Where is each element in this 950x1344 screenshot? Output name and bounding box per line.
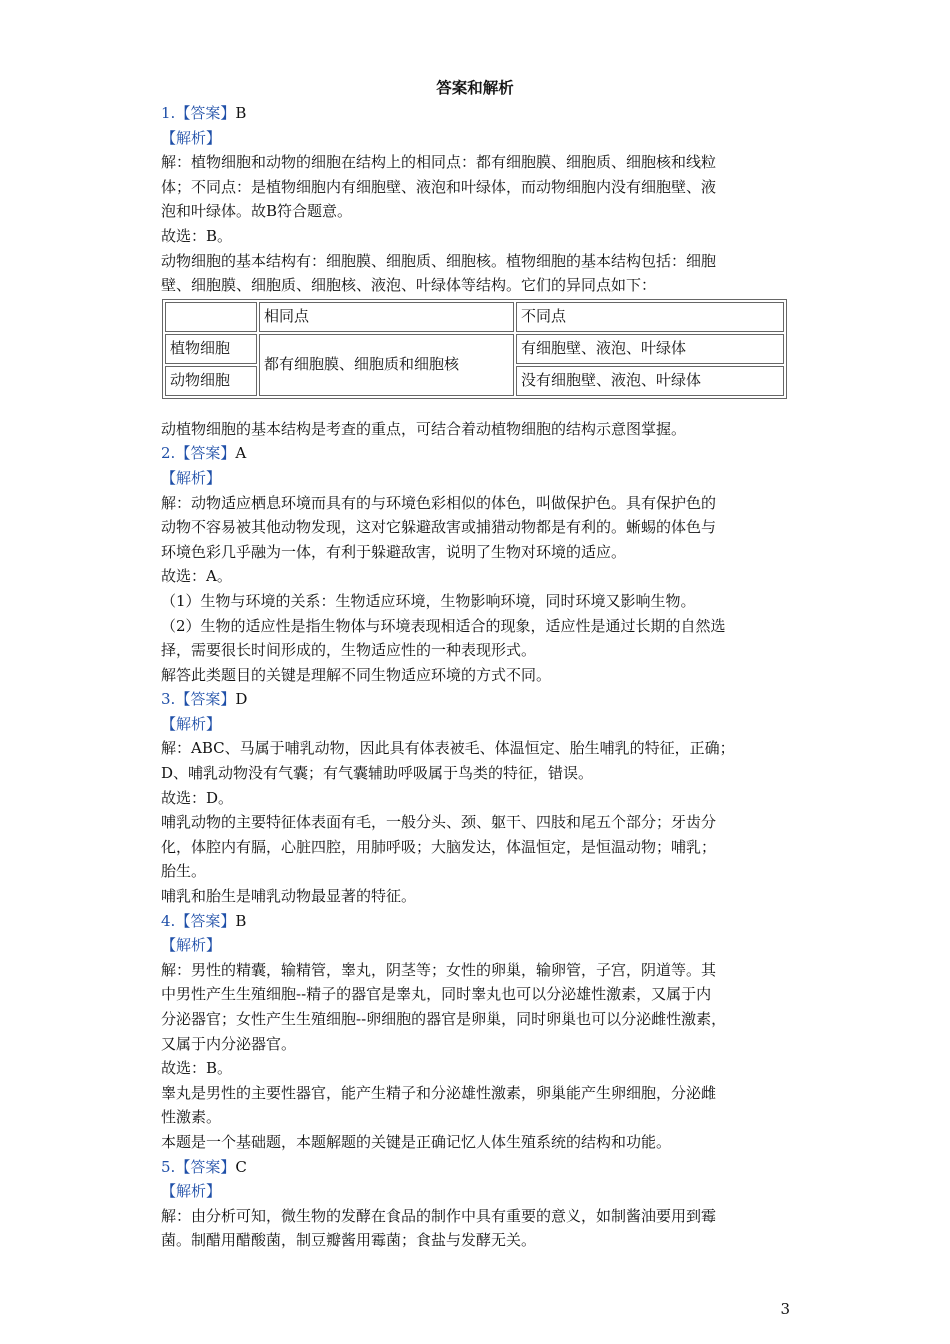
q5-answer-value: C xyxy=(235,1157,247,1176)
q3-line: D、哺乳动物没有气囊；有气囊辅助呼吸属于鸟类的特征，错误。 xyxy=(161,764,594,783)
table-cell-empty xyxy=(165,302,257,332)
q4-line: 睾丸是男性的主要性器官，能产生精子和分泌雄性激素，卵巢能产生卵细胞，分泌雌 xyxy=(161,1083,717,1102)
q3-number: 3. xyxy=(161,690,176,709)
q4-line: 中男性产生生殖细胞--精子的器官是睾丸，同时睾丸也可以分泌雄性激素，又属于内 xyxy=(161,985,712,1004)
q3-line: 哺乳动物的主要特征体表面有毛，一般分头、颈、躯干、四肢和尾五个部分；牙齿分 xyxy=(161,813,717,832)
q1-answer-line xyxy=(161,101,793,126)
q4-line: 解：男性的精囊，输精管，睾丸，阴茎等；女性的卵巢，输卵管，子宫，阴道等。其 xyxy=(161,960,717,979)
q1-answer-value: B xyxy=(235,104,247,122)
q2-number: 2. xyxy=(161,444,176,463)
q3-answer-line xyxy=(161,687,793,712)
q2-answer-tag: 【答案】 xyxy=(175,444,236,463)
q5-number: 5. xyxy=(161,1157,176,1176)
table-header-same: 相同点 xyxy=(259,302,514,332)
table-row-label-plant: 植物细胞 xyxy=(165,334,257,364)
q2-line: 环境色彩几乎融为一体，有利于躲避敌害，说明了生物对环境的适应。 xyxy=(161,542,627,561)
q1-line: 壁、细胞膜、细胞质、细胞核、液泡、叶绿体等结构。它们的异同点如下： xyxy=(161,276,657,295)
table-cell-same-value: 都有细胞膜、细胞质和细胞核 xyxy=(259,334,514,396)
q3-answer-tag: 【答案】 xyxy=(175,690,236,709)
q3-line: 哺乳和胎生是哺乳动物最显著的特征。 xyxy=(161,887,417,906)
q5-answer-tag: 【答案】 xyxy=(175,1157,236,1176)
q4-answer-value: B xyxy=(235,911,247,930)
q4-line: 分泌器官；女性产生生殖细胞--卵细胞的器官是卵巢，同时卵巢也可以分泌雌性激素， xyxy=(161,1010,727,1028)
q3-answer-value: D xyxy=(235,690,248,709)
q3-line: 化，体腔内有膈，心脏四腔，用肺呼吸；大脑发达，体温恒定，是恒温动物；哺乳； xyxy=(161,837,717,856)
q4-line: 故选：B。 xyxy=(161,1059,233,1078)
table-row xyxy=(165,334,784,364)
q2-line: 择，需要很长时间形成的，生物适应性的一种表现形式。 xyxy=(161,641,537,660)
q1-answer-tag: 【答案】 xyxy=(175,104,236,122)
q1-analysis-tag: 【解析】 xyxy=(161,128,222,147)
q5-answer-line xyxy=(161,1155,793,1180)
q4-answer-tag: 【答案】 xyxy=(175,911,236,930)
q1-line: 泡和叶绿体。故B符合题意。 xyxy=(161,202,353,221)
q2-line: （2）生物的适应性是指生物体与环境表现相适合的现象，适应性是通过长期的自然选 xyxy=(161,616,726,635)
q1-line: 动物细胞的基本结构有：细胞膜、细胞质、细胞核。植物细胞的基本结构包括：细胞 xyxy=(161,251,717,270)
q1-line: 故选：B。 xyxy=(161,226,233,245)
q3-line: 解：ABC、马属于哺乳动物，因此具有体表被毛、体温恒定、胎生哺乳的特征，正确； xyxy=(161,739,735,758)
q3-line: 故选：D。 xyxy=(161,788,234,807)
q2-line: 解答此类题目的关键是理解不同生物适应环境的方式不同。 xyxy=(161,665,552,684)
q1-after-table: 动植物细胞的基本结构是考查的重点，可结合着动植物细胞的结构示意图掌握。 xyxy=(161,419,687,438)
q4-number: 4. xyxy=(161,911,176,930)
comparison-table xyxy=(162,299,787,399)
q3-analysis-tag: 【解析】 xyxy=(161,714,222,733)
q4-analysis-tag: 【解析】 xyxy=(161,936,222,955)
q3-line: 胎生。 xyxy=(161,862,207,881)
q5-line: 菌。制醋用醋酸菌，制豆瓣酱用霉菌；食盐与发酵无关。 xyxy=(161,1231,537,1250)
q2-answer-line xyxy=(161,441,793,466)
q5-line: 解：由分析可知，微生物的发酵在食品的制作中具有重要的意义，如制酱油要用到霉 xyxy=(161,1206,717,1225)
q4-line: 本题是一个基础题，本题解题的关键是正确记忆人体生殖系统的结构和功能。 xyxy=(161,1132,672,1151)
page-title: 答案和解析 xyxy=(436,79,514,97)
table-cell-plant-diff: 有细胞壁、液泡、叶绿体 xyxy=(516,334,784,364)
q4-line: 又属于内分泌器官。 xyxy=(161,1034,297,1053)
page-number: 3 xyxy=(780,1300,790,1318)
q4-line: 性激素。 xyxy=(161,1108,222,1127)
q1-number: 1. xyxy=(161,104,176,122)
q2-analysis-tag: 【解析】 xyxy=(161,468,222,487)
table-cell-animal-diff: 没有细胞壁、液泡、叶绿体 xyxy=(516,366,784,396)
answer-content xyxy=(161,101,793,1253)
table-row-label-animal: 动物细胞 xyxy=(165,366,257,396)
q2-line: 动物不容易被其他动物发现，这对它躲避敌害或捕猎动物都是有利的。蜥蜴的体色与 xyxy=(161,518,717,537)
q2-line: 解：动物适应栖息环境而具有的与环境色彩相似的体色，叫做保护色。具有保护色的 xyxy=(161,493,717,512)
q2-line: 故选：A。 xyxy=(161,567,232,586)
q5-analysis-tag: 【解析】 xyxy=(161,1182,222,1201)
q2-line: （1）生物与环境的关系：生物适应环境，生物影响环境，同时环境又影响生物。 xyxy=(161,591,696,610)
table-header-diff: 不同点 xyxy=(516,302,784,332)
table-row xyxy=(165,302,784,332)
q1-line: 体；不同点：是植物细胞内有细胞壁、液泡和叶绿体，而动物细胞内没有细胞壁、液 xyxy=(161,177,717,196)
q1-line: 解：植物细胞和动物的细胞在结构上的相同点：都有细胞膜、细胞质、细胞核和线粒 xyxy=(161,153,717,172)
q2-answer-value: A xyxy=(235,444,247,463)
q4-answer-line xyxy=(161,909,793,934)
